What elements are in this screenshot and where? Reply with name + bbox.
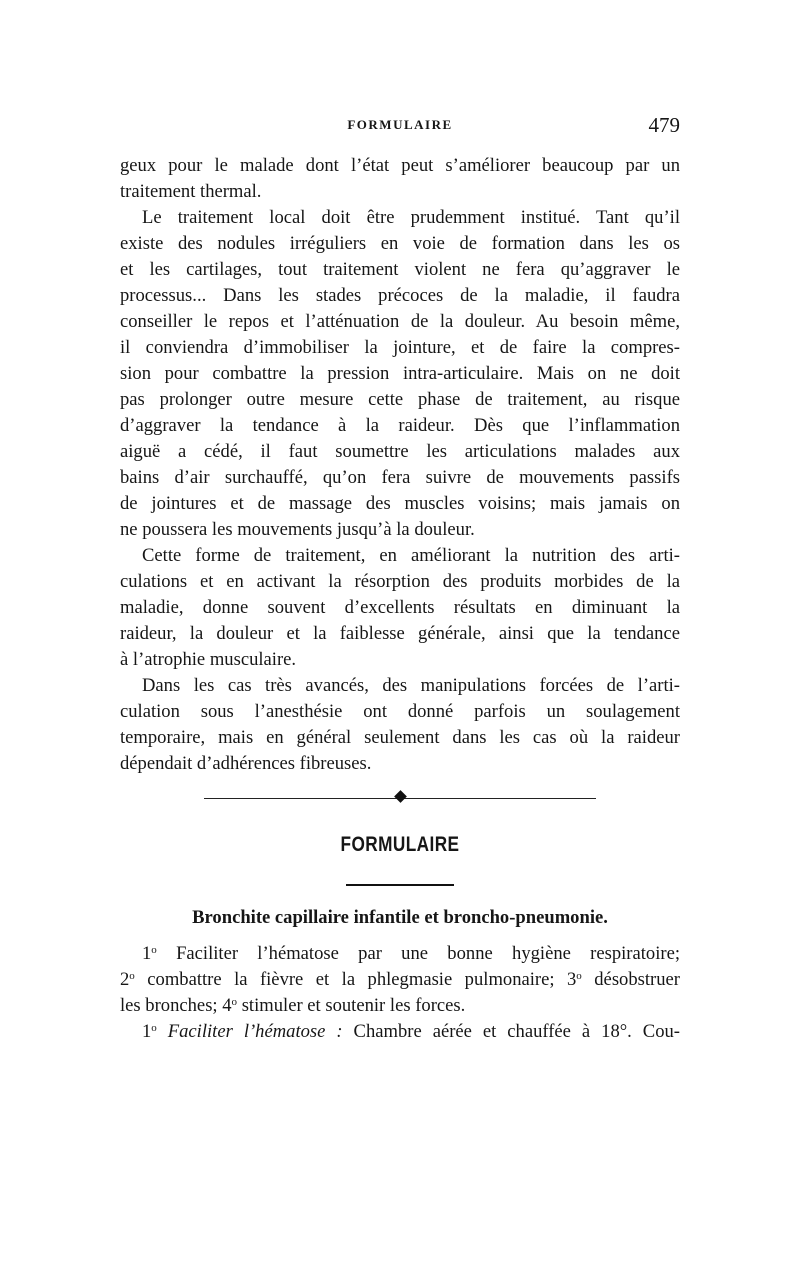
ordinal-number: 3: [567, 969, 577, 990]
text-segment: combattre la fièvre et la phlegmasie pulmonaire;: [134, 969, 567, 990]
title-underline: [346, 884, 454, 886]
text-line: et les cartilages, tout traitement violent ne fera qu’aggraver le: [120, 259, 680, 280]
ordinal-mark: o: [151, 944, 157, 956]
text-line: traitement thermal.: [120, 181, 262, 202]
text-line: ne poussera les mouvements jusqu’à la douleur.: [120, 519, 475, 540]
ordinal-mark: o: [151, 1022, 157, 1034]
text-line: [120, 993, 680, 1019]
running-title: FORMULAIRE: [347, 117, 453, 132]
ordinal-mark: o: [576, 970, 582, 982]
diamond-icon: [394, 790, 407, 803]
text-line: pas prolonger outre mesure cette phase de traitement, au risque: [120, 389, 680, 410]
text-line: [120, 941, 680, 967]
ornamental-rule: [204, 798, 596, 801]
ordinal-mark: o: [129, 970, 135, 982]
ordinal-number: 4: [222, 995, 232, 1016]
text-segment: Faciliter l’hématose par une bonne hygiène respiratoire;: [156, 943, 680, 964]
body-text: [120, 153, 680, 777]
ordinal-mark: o: [231, 996, 238, 1008]
text-line: bains d’air surchauffé, qu’on fera suivre de mouvements passifs: [120, 467, 680, 488]
section-subtitle: Bronchite capillaire infantile et broncho-pneumonie.: [192, 907, 608, 928]
text-segment: les bronches;: [120, 995, 223, 1016]
ordinal-number: 1: [142, 1021, 152, 1042]
section-title: FORMULAIRE: [340, 833, 460, 856]
text-line: geux pour le malade dont l’état peut s’améliorer beaucoup par un: [120, 155, 680, 176]
italic-heading: Faciliter l’hématose :: [156, 1021, 343, 1042]
text-line: de jointures et de massage des muscles voisins; mais jamais on: [120, 493, 680, 514]
running-head: [120, 114, 680, 140]
text-line: d’aggraver la tendance à la raideur. Dès que l’inflammation: [120, 415, 680, 436]
ordinal-number: 1: [142, 943, 152, 964]
text-line: aiguë a cédé, il faut soumettre les articulations malades aux: [120, 441, 680, 462]
text-line: [120, 967, 680, 993]
text-segment: désobstruer: [581, 969, 680, 990]
ordinal-number: 2: [120, 969, 130, 990]
text-line: raideur, la douleur et la faiblesse générale, ainsi que la tendance: [120, 623, 680, 644]
page-number: 479: [648, 113, 680, 137]
text-line: Dans les cas très avancés, des manipulations forcées de l’arti-: [142, 675, 680, 696]
text-line: conseiller le repos et l’atténuation de la douleur. Au besoin même,: [120, 311, 680, 332]
formulary-text: [120, 941, 680, 1045]
text-line: sion pour combattre la pression intra-articulaire. Mais on ne doit: [120, 363, 680, 384]
text-line: culations et en activant la résorption des produits morbides de la: [120, 571, 680, 592]
text-line: existe des nodules irréguliers en voie de formation dans les os: [120, 233, 680, 254]
text-line: temporaire, mais en général seulement dans les cas où la raideur: [120, 727, 680, 748]
text-line: dépendait d’adhérences fibreuses.: [120, 753, 372, 774]
text-line: à l’atrophie musculaire.: [120, 649, 297, 670]
text-segment: Chambre aérée et chauffée à 18°. Cou-: [342, 1021, 680, 1042]
text-line: Cette forme de traitement, en améliorant la nutrition des arti-: [142, 545, 680, 566]
text-segment: stimuler et soutenir les forces.: [237, 995, 466, 1016]
text-line: Le traitement local doit être prudemment institué. Tant qu’il: [142, 207, 680, 228]
text-line: processus... Dans les stades précoces de la maladie, il faudra: [120, 285, 680, 306]
text-line: [120, 1019, 680, 1045]
text-line: maladie, donne souvent d’excellents résultats en diminuant la: [120, 597, 680, 618]
text-line: il conviendra d’immobiliser la jointure, et de faire la compres-: [120, 337, 680, 358]
text-line: culation sous l’anesthésie ont donné parfois un soulagement: [120, 701, 680, 722]
